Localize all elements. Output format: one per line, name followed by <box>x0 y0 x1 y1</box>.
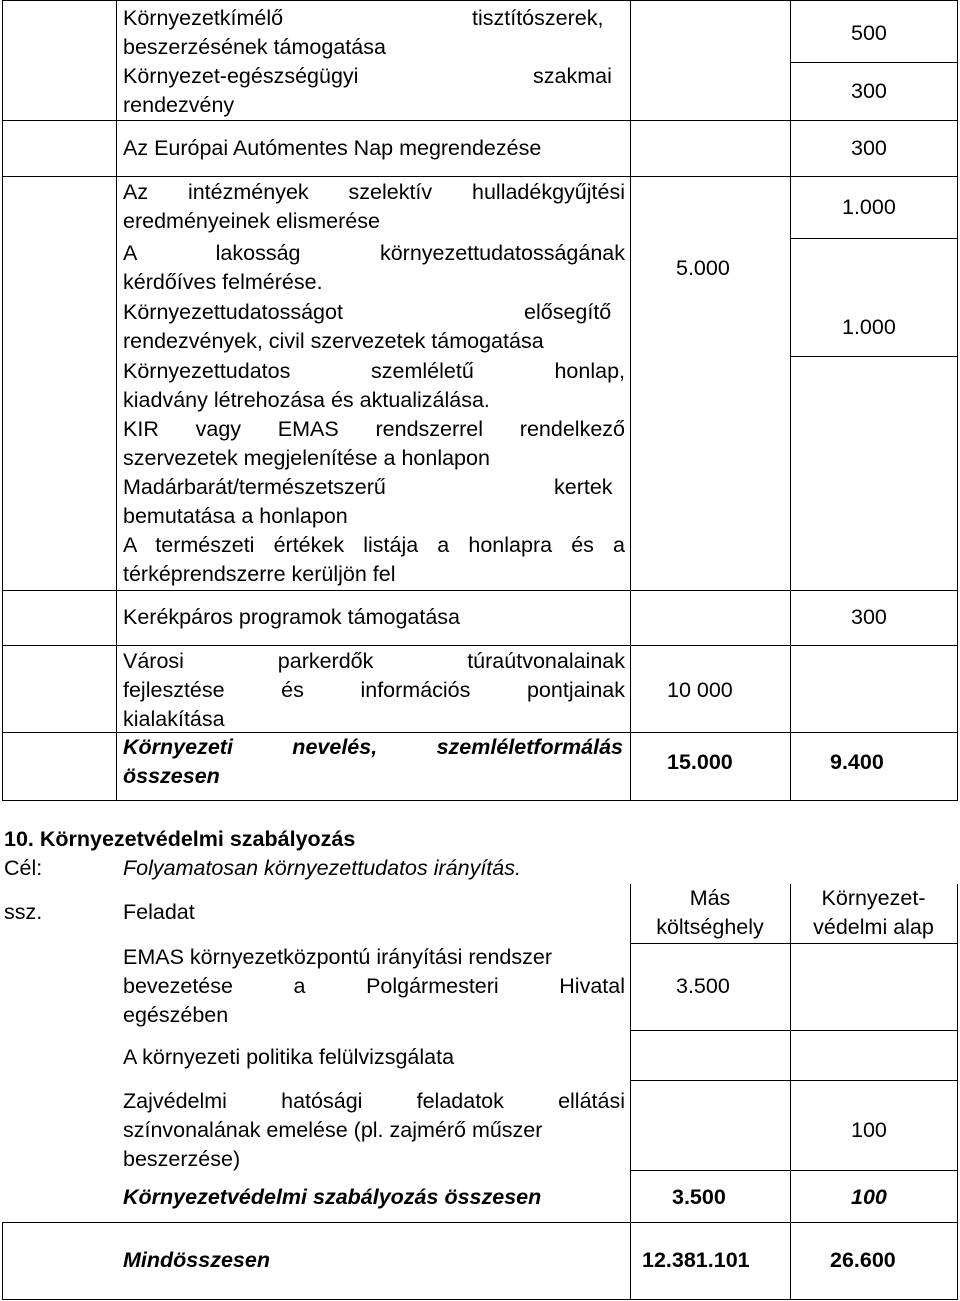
grand-total-label: Mindösszesen <box>123 1248 270 1272</box>
task-text: Az intézmények szelektív hulladékgyűjtési <box>123 180 625 204</box>
task-text: bevezetése a Polgármesteri Hivatal <box>123 974 625 998</box>
row-line <box>2 590 958 591</box>
total-other-cost: 15.000 <box>667 750 733 774</box>
fund-value: 1.000 <box>842 315 896 339</box>
fund-value: 300 <box>851 605 887 629</box>
table2-border-right <box>957 884 958 1300</box>
header-task: Feladat <box>123 900 195 924</box>
table2-col-line <box>630 884 631 1300</box>
task-text: eredményeinek elismerése <box>123 209 380 233</box>
other-cost-value: 5.000 <box>676 256 730 280</box>
header-fund: Környezet- <box>821 886 926 910</box>
task-text: Környezet-egészségügyi <box>123 64 359 88</box>
row-line <box>2 0 958 1</box>
task-text: fejlesztése és információs pontjainak <box>123 678 625 702</box>
total-label: összesen <box>123 764 220 788</box>
table2-border-left <box>2 1222 3 1300</box>
task-text: rendezvények, civil szervezetek támogatása <box>123 329 544 353</box>
task-text: szakmai <box>533 64 612 88</box>
task-text: Környezettudatosságot <box>123 300 343 324</box>
task-text: bemutatása a honlapon <box>123 504 348 528</box>
task-text: kertek <box>554 475 613 499</box>
total-label: Környezetvédelmi szabályozás összesen <box>123 1185 542 1209</box>
task-text: kiadvány létrehozása és aktualizálása. <box>123 388 490 412</box>
task-text: beszerzése) <box>123 1147 241 1171</box>
row-line <box>2 800 958 801</box>
header-other-cost: Más <box>689 886 731 910</box>
task-text: elősegítő <box>524 300 612 324</box>
header-other-cost: költséghely <box>656 915 764 939</box>
row-line <box>630 1170 958 1171</box>
fund-value: 1.000 <box>842 195 896 219</box>
grand-total-fund: 26.600 <box>830 1248 896 1272</box>
other-cost-value: 10 000 <box>667 678 733 702</box>
fund-value: 500 <box>851 21 887 45</box>
task-text: Az Európai Autómentes Nap megrendezése <box>123 136 542 160</box>
other-cost-value: 3.500 <box>676 974 730 998</box>
grand-total-other-cost: 12.381.101 <box>642 1248 750 1272</box>
task-text: rendezvény <box>123 93 235 117</box>
row-line <box>630 1080 958 1081</box>
row-line <box>2 1222 958 1223</box>
task-text: Kerékpáros programok támogatása <box>123 605 461 629</box>
total-fund: 100 <box>851 1185 887 1209</box>
task-text: Madárbarát/természetszerű <box>123 475 386 499</box>
row-line <box>790 238 958 239</box>
task-text: színvonalának emelése (pl. zajmérő műszer <box>123 1118 543 1142</box>
total-fund: 9.400 <box>830 750 884 774</box>
task-text: A környezeti politika felülvizsgálata <box>123 1045 455 1069</box>
row-line <box>2 645 958 646</box>
task-text: Környezettudatos szemléletű honlap, <box>123 359 625 383</box>
row-line <box>2 120 958 121</box>
task-text: Városi parkerdők túraútvonalainak <box>123 649 625 673</box>
task-text: kérdőíves felmérése. <box>123 270 323 294</box>
total-label: Környezeti nevelés, szemléletformálás <box>123 735 623 759</box>
header-fund: védelmi alap <box>813 915 934 939</box>
total-other-cost: 3.500 <box>672 1185 726 1209</box>
fund-value: 300 <box>851 79 887 103</box>
task-text: A lakosság környezettudatosságának <box>123 241 625 265</box>
header-num: ssz. <box>4 900 43 924</box>
task-text: KIR vagy EMAS rendszerrel rendelkező <box>123 417 625 441</box>
row-line <box>790 62 958 63</box>
task-text: A természeti értékek listája a honlapra és a <box>123 533 625 557</box>
task-text: szervezetek megjelenítése a honlapon <box>123 446 490 470</box>
row-line <box>630 943 958 944</box>
task-text: tisztítószerek, <box>472 6 604 30</box>
row-line <box>790 356 958 357</box>
row-line <box>630 1030 958 1031</box>
task-text: térképrendszerre kerüljön fel <box>123 562 396 586</box>
goal-label: Cél: <box>4 856 43 880</box>
fund-value: 100 <box>851 1118 887 1142</box>
goal-text: Folyamatosan környezettudatos irányítás. <box>123 856 521 880</box>
task-text: kialakítása <box>123 707 225 731</box>
task-text: beszerzésének támogatása <box>123 35 386 59</box>
section-heading: 10. Környezetvédelmi szabályozás <box>4 827 356 851</box>
task-text: Zajvédelmi hatósági feladatok ellátási <box>123 1089 625 1113</box>
task-text: egészében <box>123 1003 229 1027</box>
task-text: EMAS környezetközpontú irányítási rendszer <box>123 945 553 969</box>
row-line <box>2 176 958 177</box>
task-text: Környezetkímélő <box>123 6 284 30</box>
row-line <box>2 1299 958 1300</box>
table2-col-line <box>790 884 791 1300</box>
fund-value: 300 <box>851 136 887 160</box>
